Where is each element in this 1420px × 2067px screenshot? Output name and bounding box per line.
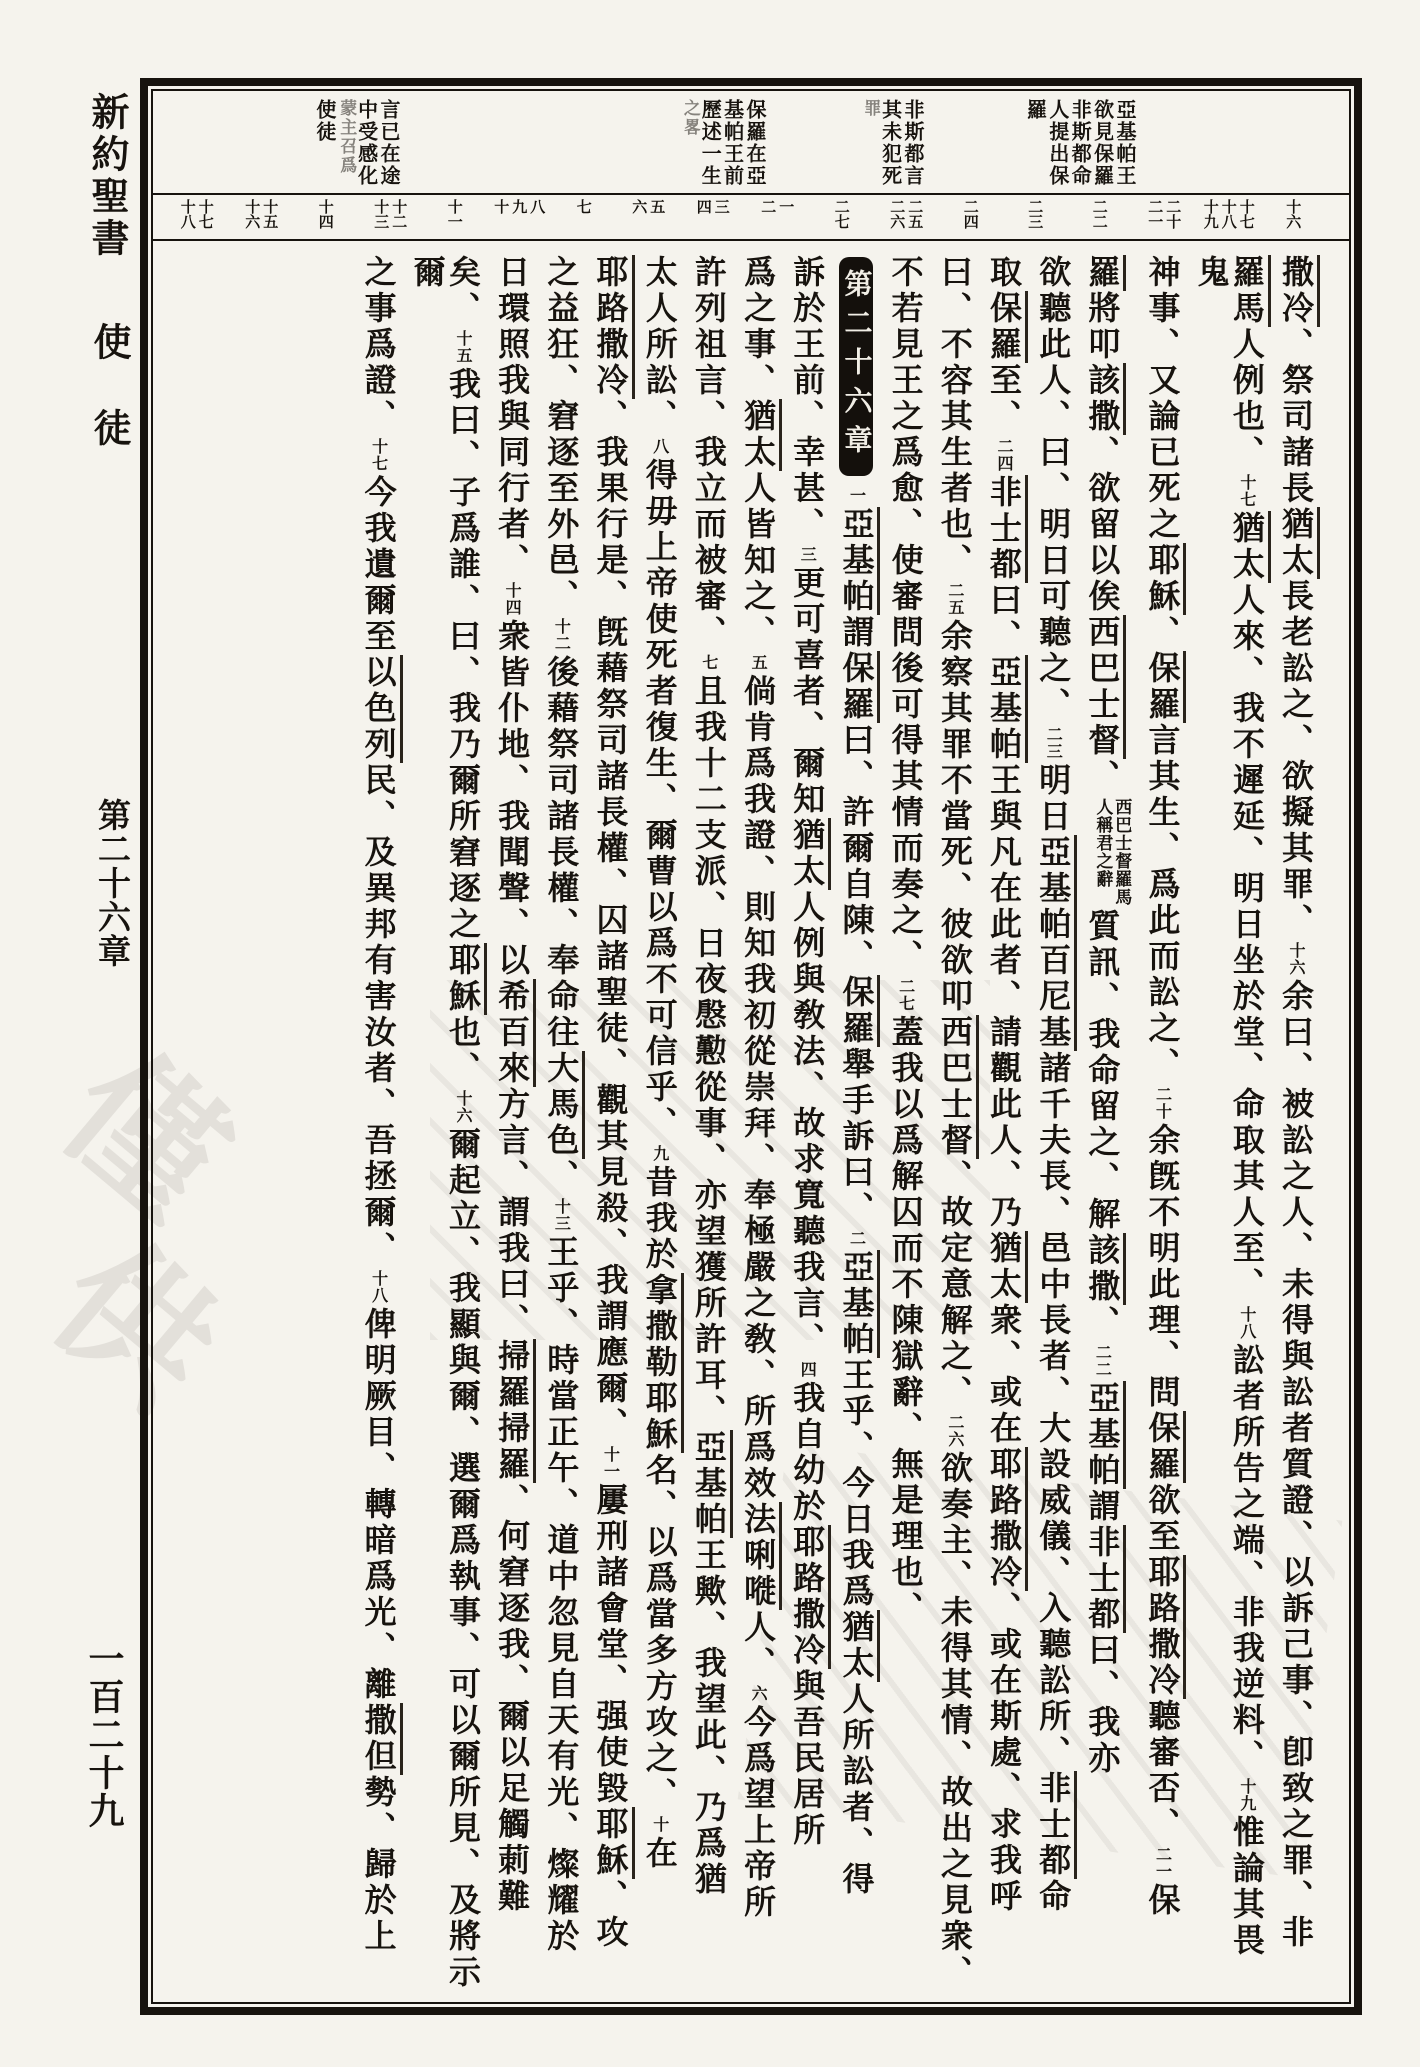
text-column: 爲之事、猶太人皆知之、五倘肯爲我證、則知我初從崇拜、奉極嚴之敎、所爲效法唎嘥人、六今爲望上帝所	[740, 255, 775, 1994]
verse-number: 十七	[1237, 199, 1256, 229]
text-column: 矣、十五我曰、子爲誰、曰、我乃爾所窘逐之耶穌也、十六爾起立、我顯與爾、選爾爲執事、可以爾所見、及將示爾	[410, 255, 480, 1994]
header-summary-column: 歷述一生	[698, 99, 723, 187]
verse-number: 三	[712, 199, 731, 214]
text-column: 訴於王前、幸甚、三更可喜者、爾知猶太人例與敎法、故求寬聽我言、四我自幼於耶路撒冷與吾民居所	[789, 255, 824, 1994]
proper-noun: 非士都	[1083, 1525, 1126, 1633]
inline-verse-number: 十三	[552, 1198, 572, 1232]
verse-number: 五	[648, 199, 667, 214]
proper-noun: 猶太	[739, 399, 782, 471]
proper-noun: 亞基帕	[837, 1250, 880, 1358]
proper-noun: 非士都	[1034, 1771, 1077, 1879]
verse-number: 二四	[961, 199, 980, 229]
header-summary-column: 人提出保	[1045, 99, 1070, 187]
verse-number-cell	[938, 199, 1003, 229]
proper-noun: 亞基帕	[1083, 1381, 1126, 1489]
text-column: 不若見王之爲愈、使審問後可得其情而奏之、二七蓋我以爲解囚而不陳獄辭、無是理也、	[886, 255, 925, 1627]
proper-noun: 該撒	[1083, 363, 1126, 435]
text-column: 取保羅至、二四非士都曰、亞基帕王與凡在此者、請觀此人、乃猶太衆、或在耶路撒冷、或在斯處、求我呼	[986, 255, 1021, 1994]
verse-number: 二六	[888, 199, 907, 229]
proper-noun: 耶路撒冷	[985, 1447, 1028, 1591]
verse-number: 二	[759, 199, 778, 214]
verse-number: 十一	[445, 199, 464, 229]
verse-number: 二五	[906, 199, 925, 229]
inline-verse-number: 四	[798, 1361, 818, 1378]
header-summary	[679, 99, 768, 187]
verse-number-cell	[358, 199, 423, 229]
work-title: 新約聖書	[85, 92, 130, 260]
text-column: 日環照我與同行者、十四衆皆仆地、我聞聲、以希百來方言、謂我曰、掃羅掃羅、何窘逐我、爾以足觸莿難	[494, 255, 529, 1994]
header-summary-column: 蒙主召爲	[336, 99, 357, 175]
proper-noun: 亞基帕	[690, 1430, 733, 1538]
text-column: 撒冷、祭司諸長猶太長老訟之、欲擬其罪、十六余曰、被訟之人、未得與訟者質證、以訴己事、卽致之罪、非	[1278, 255, 1313, 1994]
inline-verse-number: 二二	[1093, 1344, 1113, 1378]
proper-noun: 以色列	[360, 655, 403, 763]
text-column: 第二十六章一亞基帕謂保羅曰、許爾自陳、保羅舉手訴曰、二亞基帕王乎、今日我爲猶太人所訟者、得	[838, 255, 873, 1994]
inline-verse-number: 九	[650, 1145, 670, 1162]
verse-number-cell	[551, 199, 616, 214]
proper-noun: 西巴士督	[1083, 615, 1126, 759]
text-column: 曰、不容其生者也、二五余察其罪不當死、彼欲叩西巴士督、故定意解之、二六欲奏主、未得其情、故出之見衆、	[937, 255, 972, 1994]
header-summary-column: 羅	[1023, 99, 1048, 121]
proper-noun: 希百來	[493, 979, 536, 1087]
inline-verse-number: 八	[650, 438, 670, 455]
verse-number: 六	[630, 199, 649, 214]
header-summary	[859, 99, 925, 187]
header-summary-column: 亞基帕王	[1113, 99, 1137, 187]
inline-verse-number: 十五	[453, 330, 473, 364]
verse-number: 二十	[1164, 199, 1183, 229]
proper-noun: 耶路撒冷	[1143, 1555, 1186, 1699]
verse-number: 十五	[261, 199, 280, 229]
verse-number-cell	[616, 199, 681, 214]
inline-verse-number: 十九	[1237, 1778, 1257, 1812]
verse-number: 十二	[390, 199, 409, 229]
header-summary-column: 言已在途	[377, 99, 401, 187]
header-summary-column: 之畧	[679, 99, 700, 137]
verse-number-cell	[229, 199, 294, 229]
inline-verse-number: 六	[749, 1685, 769, 1702]
gloss-note-column: 人稱君之辭	[1092, 798, 1113, 888]
proper-noun: 保羅	[837, 651, 880, 723]
inline-verse-number: 三	[798, 546, 818, 563]
verse-number: 十七	[196, 199, 215, 229]
header-summary-column: 使徒	[312, 99, 337, 143]
proper-noun: 亞基帕	[985, 655, 1028, 763]
proper-noun: 非士都	[985, 475, 1028, 583]
inline-verse-number: 十八	[1237, 1306, 1257, 1340]
verse-number: 十	[492, 199, 511, 214]
proper-noun: 掃羅	[493, 1339, 536, 1411]
verse-number-cell	[1261, 199, 1326, 229]
running-head-summaries	[153, 91, 1349, 193]
text-column: 耶路撒冷、我果行是、旣藉祭司諸長權、囚諸聖徒、觀其見殺、我謂應爾、十一屢刑諸會堂、强使毀耶穌、攻	[592, 255, 627, 1994]
inline-verse-number: 七	[699, 654, 719, 671]
watermark-glyph: 供	[20, 1209, 250, 1441]
proper-noun: 撒但	[360, 1703, 403, 1775]
verse-number: 二二	[1090, 199, 1109, 229]
verse-number: 十四	[316, 199, 335, 229]
text-column: 羅馬人例也、十七猶太人來、我不遲延、明日坐於堂、命取其人至、十八訟者所告之端、非我逆料、十九惟論其畏鬼	[1193, 255, 1263, 1994]
proper-noun: 西巴士督	[936, 1015, 979, 1159]
proper-noun: 亞基帕	[1034, 835, 1077, 943]
header-summary-column: 非斯都言	[901, 99, 925, 187]
scripture-text	[153, 241, 1349, 2002]
proper-noun: 耶穌	[641, 1381, 684, 1453]
verse-number: 八	[528, 199, 547, 214]
proper-noun: 法唎嘥	[739, 1502, 782, 1610]
verse-number-cell	[1132, 199, 1197, 229]
proper-noun: 羅	[1083, 255, 1126, 291]
verse-number-cell	[422, 199, 487, 229]
header-summary-column: 其未犯死	[878, 99, 903, 187]
verse-number-row	[153, 193, 1349, 241]
inline-verse-number: 五	[749, 654, 769, 671]
verse-number-cell	[487, 199, 552, 214]
inline-verse-number: 一	[847, 487, 867, 504]
watermark-glyph: 僅	[30, 1019, 260, 1251]
proper-noun: 拿撒勒	[641, 1273, 684, 1381]
verse-number: 十六	[1284, 199, 1303, 229]
proper-noun: 耶穌	[444, 943, 487, 1015]
verse-number-cell	[1067, 199, 1132, 229]
inline-verse-number: 十二	[552, 618, 572, 652]
inline-verse-number: 十六	[453, 1090, 473, 1124]
verse-number: 九	[510, 199, 529, 214]
text-column: 羅將叩該撒、欲留以俟西巴士督、 西巴士督羅馬 人稱君之辭 質訊、我命留之、解該撒、二二亞基帕謂非士都曰、我亦	[1083, 255, 1132, 1777]
page-number: 一百二十九	[83, 1640, 125, 1830]
header-summary-column: 欲見保羅	[1090, 99, 1115, 187]
chapter-title-box: 第二十六章	[839, 257, 874, 476]
inline-verse-number: 二一	[1153, 1846, 1173, 1880]
gloss-note-column: 西巴士督羅馬	[1111, 798, 1132, 906]
proper-noun: 耶路撒冷	[788, 1525, 831, 1669]
inline-verse-number: 二六	[945, 1414, 965, 1448]
verse-number-cell	[293, 199, 358, 229]
header-summary-column: 罪	[860, 99, 881, 118]
verse-number: 十八	[178, 199, 197, 229]
inline-verse-number: 十七	[1237, 474, 1257, 508]
verse-number: 十六	[243, 199, 262, 229]
verse-number: 四	[694, 199, 713, 214]
verse-number: 十三	[372, 199, 391, 229]
inline-verse-number: 十六	[1287, 942, 1306, 976]
verse-number-cell	[680, 199, 745, 214]
header-summary-column: 非斯都命	[1068, 99, 1093, 187]
proper-noun: 猶太	[837, 1610, 880, 1682]
inline-verse-number: 十七	[369, 438, 389, 472]
header-summary	[313, 99, 402, 187]
inline-verse-number: 二五	[945, 582, 965, 616]
verse-number: 十九	[1201, 199, 1220, 229]
text-column: 許列祖言、我立而被審、七且我十二支派、日夜慇懃從事、亦望獲所許耳、亞基帕王歟、我望此、乃爲猶	[691, 255, 726, 1994]
verse-number-cell	[1003, 199, 1068, 229]
proper-noun: 掃羅	[493, 1411, 536, 1483]
proper-noun: 保羅	[1143, 651, 1186, 723]
proper-noun: 耶穌	[1143, 543, 1186, 615]
verse-number: 二一	[1146, 199, 1165, 229]
page-frame	[140, 78, 1362, 2015]
proper-noun: 耶路撒冷	[592, 255, 635, 399]
proper-noun: 亞基帕	[837, 507, 880, 615]
verse-number: 一	[777, 199, 796, 214]
proper-noun: 猶太	[1277, 507, 1320, 579]
book-title: 使徒	[87, 322, 132, 494]
proper-noun: 保羅	[837, 975, 880, 1047]
verse-number: 二三	[1026, 199, 1045, 229]
proper-noun: 大馬色	[542, 1051, 585, 1159]
inline-verse-number: 二七	[896, 978, 916, 1012]
proper-noun: 保羅	[1143, 1411, 1186, 1483]
margin-chapter-title: 第二十六章	[93, 798, 132, 968]
verse-number-cell	[1196, 199, 1261, 229]
text-column: 神事、又論已死之耶穌、保羅言其生、爲此而訟之、二十余旣不明此理、問保羅欲至耶路撒冷聽審否、二一保	[1144, 255, 1179, 1994]
page-frame-inner	[151, 89, 1351, 2004]
proper-noun: 百尼基	[1034, 943, 1077, 1051]
inline-verse-number: 十四	[503, 582, 523, 616]
proper-noun: 該撒	[1083, 1233, 1126, 1305]
header-summary-column: 中受感化	[354, 99, 379, 187]
verse-number-cell	[874, 199, 939, 229]
inline-verse-number: 十一	[601, 1446, 621, 1480]
proper-noun: 撒冷	[1277, 255, 1320, 327]
text-column: 之益狂、窘逐至外邑、十二後藉祭司諸長權、奉命往大馬色、十三王乎、時當正午、道中忽見自天有光、燦耀於	[543, 255, 578, 1994]
proper-noun: 耶穌	[592, 1807, 635, 1879]
verse-number-cell	[745, 199, 810, 214]
text-column: 太人所訟、八得毋上帝使死者復生、爾曹以爲不可信乎、九昔我於拿撒勒耶穌名、以爲當多方攻之、十在	[642, 255, 677, 1994]
header-summary-column: 保羅在亞	[743, 99, 767, 187]
text-column: 欲聽此人、曰、明日可聽之、二三明日亞基帕百尼基諸千夫長、邑中長者、大設威儀、入聽訟所、非士都命	[1035, 255, 1070, 1994]
verse-number: 七	[574, 199, 593, 214]
inline-verse-number: 十	[650, 1816, 670, 1833]
inline-verse-number: 二四	[995, 438, 1015, 472]
verse-number-cell	[164, 199, 229, 229]
proper-noun: 猶太	[1228, 511, 1271, 583]
inline-verse-number: 二	[847, 1230, 867, 1247]
proper-noun: 猶太	[985, 1231, 1028, 1303]
header-summary	[1023, 99, 1137, 187]
verse-number: 二七	[832, 199, 851, 229]
verse-number: 十八	[1219, 199, 1238, 229]
proper-noun: 猶太	[788, 818, 831, 890]
gloss-note	[1092, 798, 1131, 906]
inline-verse-number: 二三	[1044, 726, 1064, 760]
proper-noun: 羅馬	[1228, 255, 1271, 327]
inline-verse-number: 十八	[369, 1270, 389, 1304]
verse-number-cell	[809, 199, 874, 229]
header-summary-column: 基帕王前	[720, 99, 745, 187]
text-column: 之事爲證、十七今我遺爾至以色列民、及異邦有害汝者、吾拯爾、十八俾明厥目、轉暗爲光、離撒但勢、歸於上	[360, 255, 395, 1994]
inline-verse-number: 二十	[1153, 1086, 1173, 1120]
proper-noun: 保羅	[985, 291, 1028, 363]
